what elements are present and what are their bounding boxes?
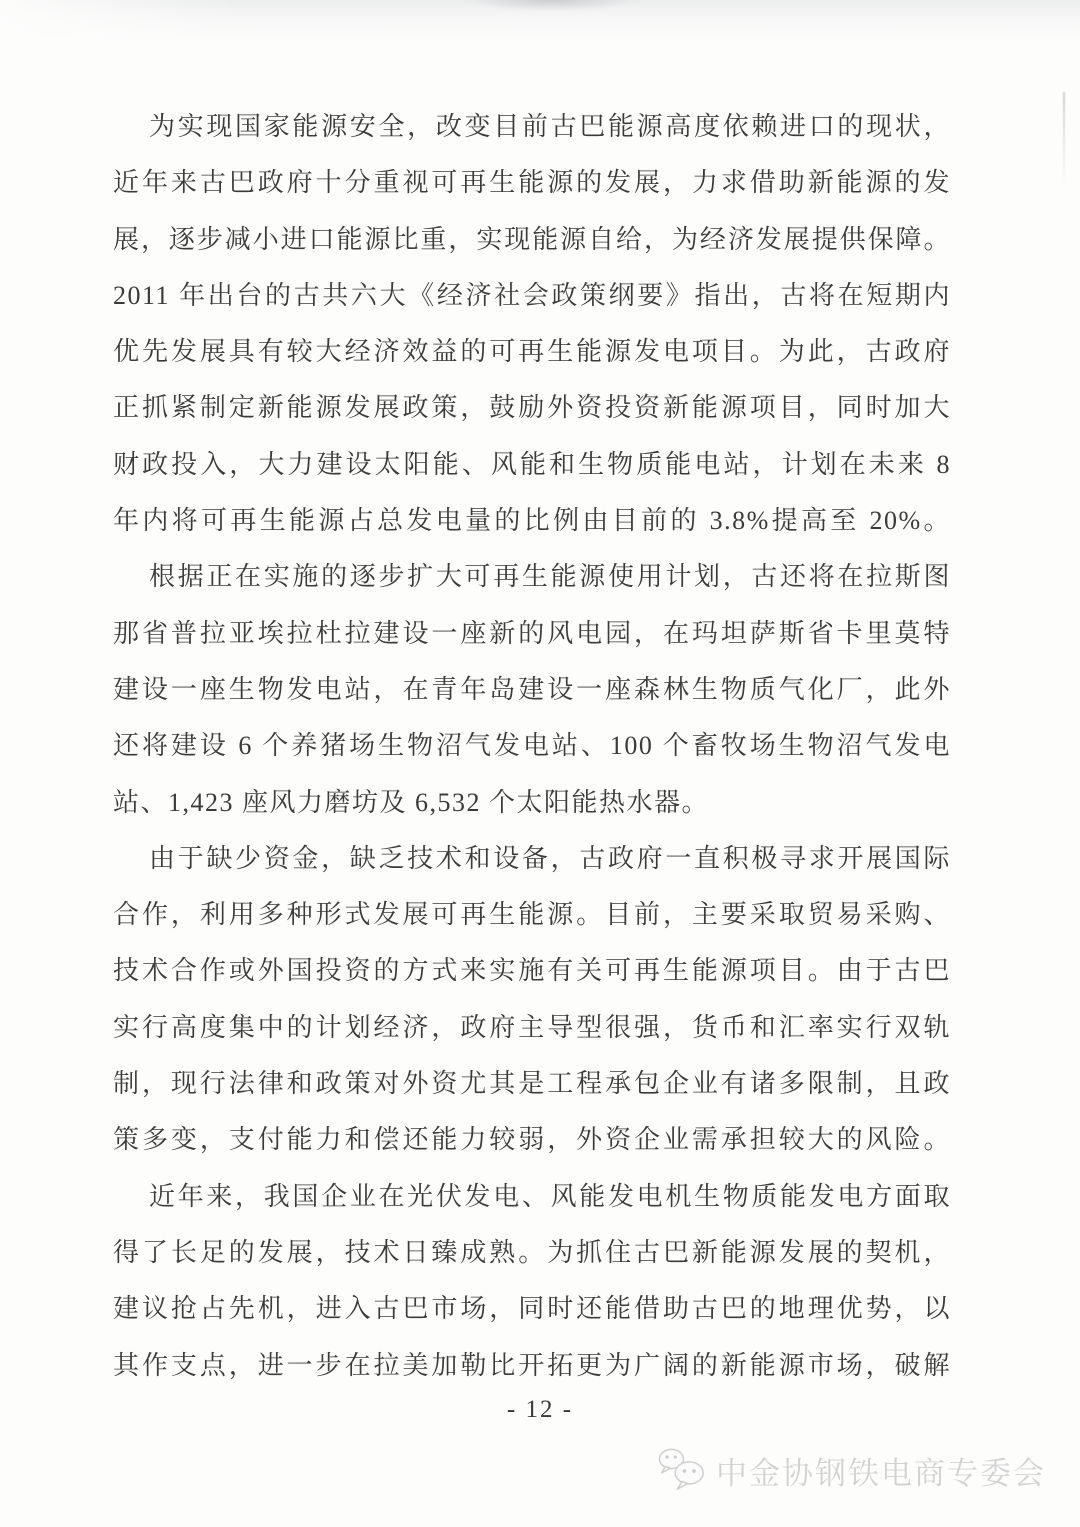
text-line: 展，逐步减小进口能源比重，实现能源自给，为经济发展提供保障。 (113, 224, 951, 254)
document-body (113, 99, 951, 1394)
text-line: 根据正在实施的逐步扩大可再生能源使用计划，古还将在拉斯图 (149, 562, 951, 592)
text-line: 由于缺少资金，缺乏技术和设备，古政府一直积极寻求开展国际 (149, 843, 951, 873)
text-line: 技术合作或外国投资的方式来实施有关可再生能源项目。由于古巴 (113, 956, 951, 986)
text-line: 实行高度集中的计划经济，政府主导型很强，货币和汇率实行双轨 (113, 1012, 951, 1042)
text-line: 策多变，支付能力和偿还能力较弱，外资企业需承担较大的风险。 (113, 1125, 951, 1155)
watermark-text: 中金协钢铁电商专委会 (716, 1455, 1046, 1491)
text-line: 还将建设 6 个养猪场生物沼气发电站、100 个畜牧场生物沼气发电 (113, 731, 951, 761)
text-line: 制，现行法律和政策对外资尤其是工程承包企业有诸多限制，且政 (113, 1069, 951, 1099)
text-line: 得了长足的发展，技术日臻成熟。为抓住古巴新能源发展的契机， (113, 1237, 951, 1267)
text-line: 那省普拉亚埃拉杜拉建设一座新的风电园，在玛坦萨斯省卡里莫特 (113, 618, 951, 648)
text-line: 2011 年出台的古共六大《经济社会政策纲要》指出，古将在短期内 (113, 280, 951, 310)
text-line: 为实现国家能源安全，改变目前古巴能源高度依赖进口的现状， (149, 112, 951, 141)
text-line: 年内将可再生能源占总发电量的比例由目前的 3.8%提高至 20%。 (113, 506, 951, 536)
text-line: 近年来古巴政府十分重视可再生能源的发展，力求借助新能源的发 (113, 168, 951, 198)
text-line: 财政投入，大力建设太阳能、风能和生物质能电站，计划在未来 8 (113, 449, 951, 479)
page-number: - 12 - (506, 1396, 574, 1423)
text-line: 近年来，我国企业在光伏发电、风能发电机生物质能发电方面取 (149, 1181, 951, 1211)
watermark (657, 1446, 1046, 1494)
text-line: 建议抢占先机，进入古巴市场，同时还能借助古巴的地理优势，以 (113, 1294, 951, 1324)
text-line: 合作，利用多种形式发展可再生能源。目前，主要采取贸易采购、 (113, 900, 951, 930)
text-line: 其作支点，进一步在拉美加勒比开拓更为广阔的新能源市场，破解 (113, 1350, 951, 1380)
text-line: 优先发展具有较大经济效益的可再生能源发电项目。为此，古政府 (113, 337, 951, 367)
wechat-icon (657, 1446, 707, 1494)
text-line: 建设一座生物发电站，在青年岛建设一座森林生物质气化厂，此外 (113, 674, 951, 704)
text-line: 站、1,423 座风力磨坊及 6,532 个太阳能热水器。 (113, 787, 710, 817)
scan-fold-line-artifact (1063, 92, 1065, 184)
text-line: 正抓紧制定新能源发展政策，鼓励外资投资新能源项目，同时加大 (113, 393, 951, 423)
